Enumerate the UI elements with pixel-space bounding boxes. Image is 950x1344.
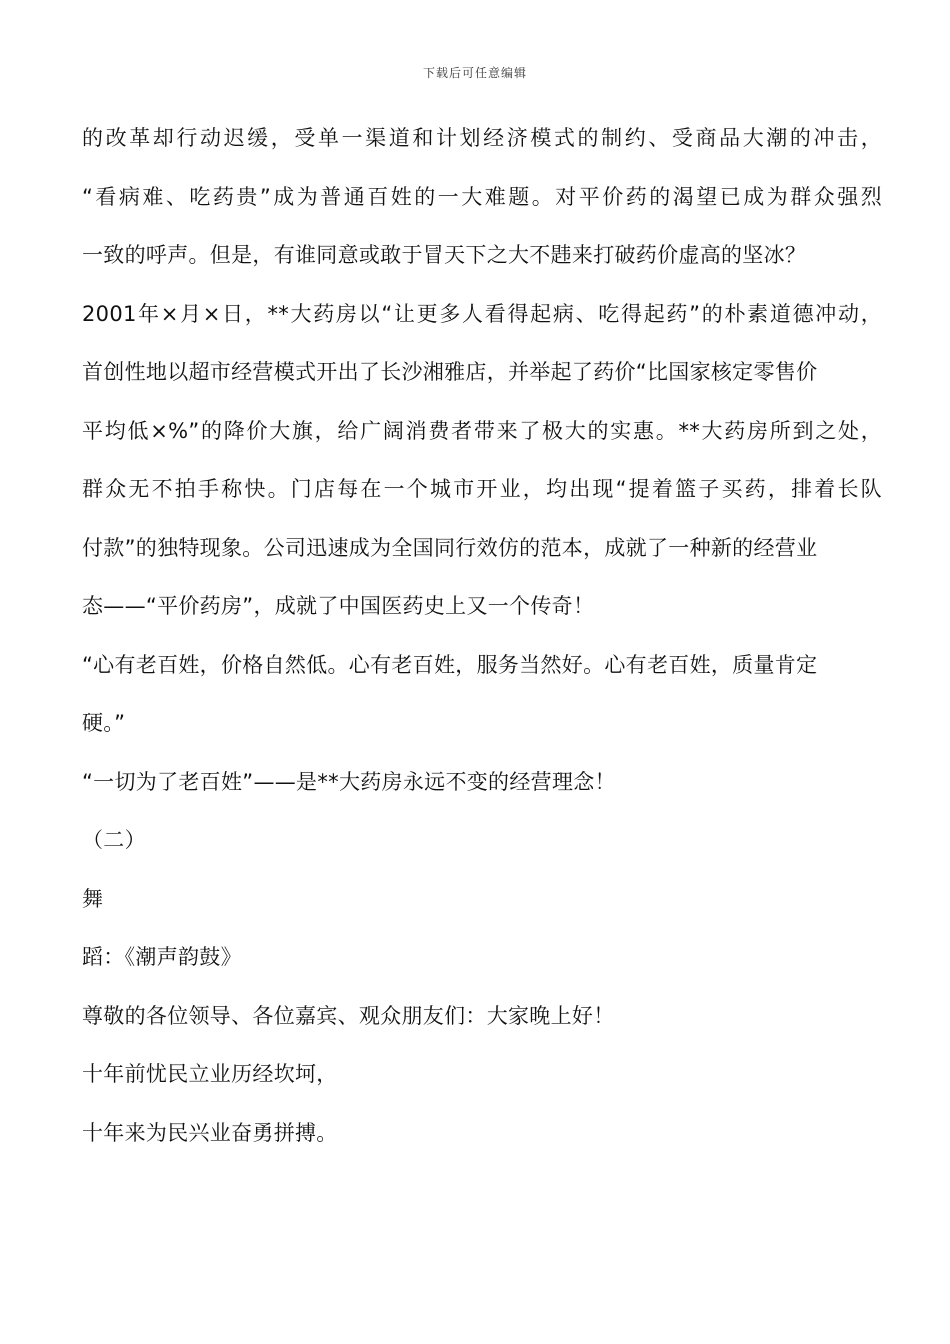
greeting-line: 尊敬的各位领导、各位嘉宾、观众朋友们：大家晚上好！ bbox=[82, 1003, 615, 1028]
paragraph-line: 2001年×月×日，**大药房以“让更多人看得起病、吃得起药”的朴素道德冲动， bbox=[82, 301, 882, 326]
quote-line: “心有老百姓，价格自然低。心有老百姓，服务当然好。心有老百姓，质量肯定 bbox=[82, 652, 818, 677]
verse-line: 十年前忧民立业历经坎坷， bbox=[82, 1062, 338, 1086]
paragraph-line: 平均低×%”的降价大旗，给广阔消费者带来了极大的实惠。**大药房所到之处， bbox=[82, 418, 882, 443]
page-header: 下载后可任意编辑 bbox=[422, 66, 527, 80]
paragraph-line: 首创性地以超市经营模式开出了长沙湘雅店，并举起了药价“比国家核定零售价 bbox=[82, 360, 818, 384]
verse-line: 十年来为民兴业奋勇拼搏。 bbox=[82, 1120, 338, 1145]
paragraph-line: “看病难、吃药贵”成为普通百姓的一大难题。对平价药的渴望已成为群众强烈 bbox=[82, 184, 882, 209]
document-body bbox=[82, 118, 882, 1171]
quote-line: 硬。” bbox=[82, 711, 126, 735]
section-heading: （二） bbox=[82, 828, 146, 852]
paragraph-line: 态——“平价药房”，成就了中国医药史上又一个传奇！ bbox=[82, 594, 595, 618]
program-title-line: 蹈：《潮声韵鼓》 bbox=[82, 945, 242, 969]
paragraph-line: 的改革却行动迟缓，受单一渠道和计划经济模式的制约、受商品大潮的冲击， bbox=[82, 126, 882, 150]
paragraph-line: 一致的呼声。但是，有谁同意或敢于冒天下之大不韪来打破药价虚高的坚冰？ bbox=[82, 243, 807, 267]
paragraph-line: 群众无不拍手称快。门店每在一个城市开业，均出现“提着篮子买药，排着长队 bbox=[82, 477, 882, 501]
slogan-line: “一切为了老百姓”——是**大药房永远不变的经营理念！ bbox=[82, 769, 616, 794]
program-title-line: 舞 bbox=[82, 886, 104, 911]
paragraph-line: 付款”的独特现象。公司迅速成为全国同行效仿的范本，成就了一种新的经营业 bbox=[82, 535, 818, 560]
